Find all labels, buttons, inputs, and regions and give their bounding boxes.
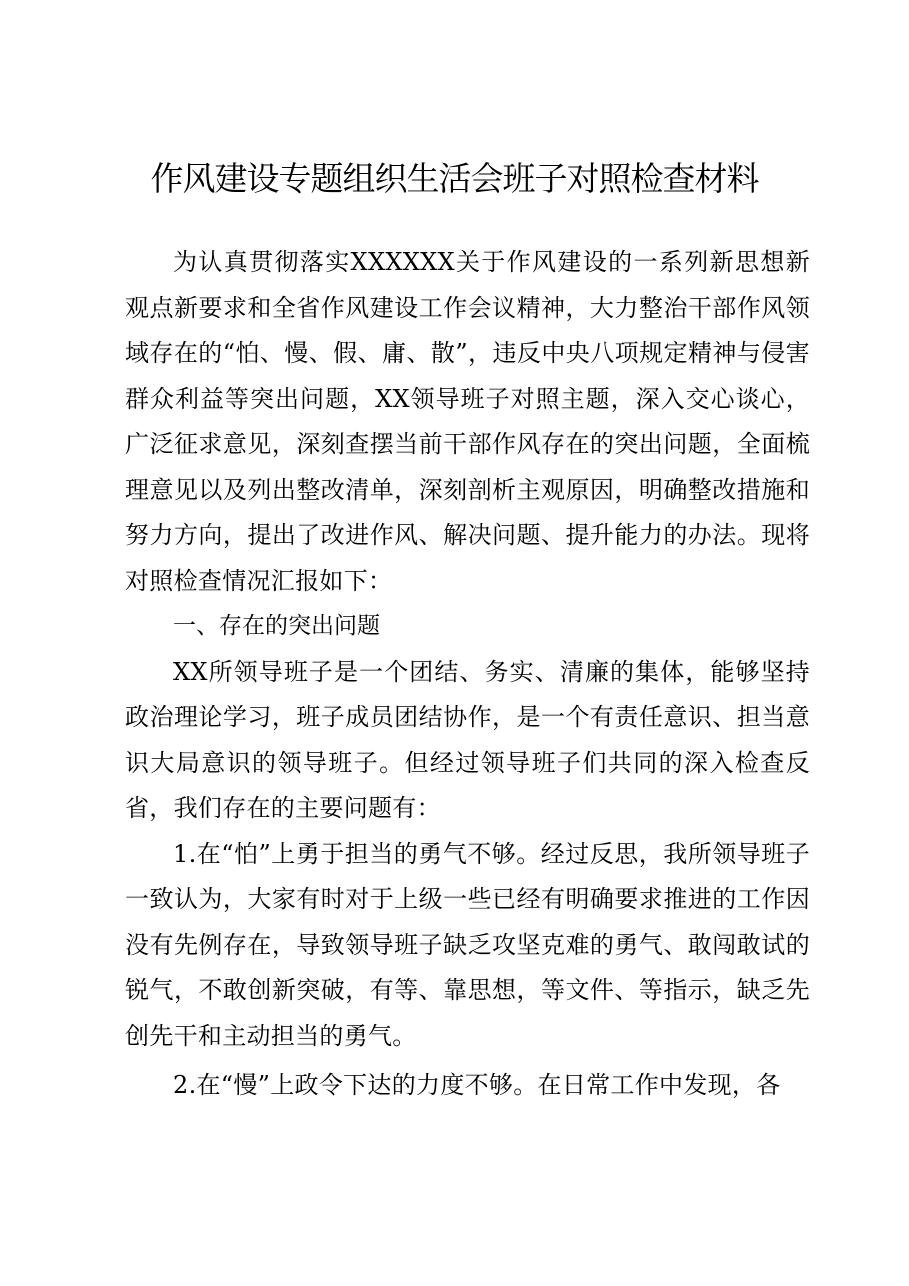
document-body bbox=[125, 240, 810, 1109]
problem-item-1: 1.在“怕”上勇于担当的勇气不够。经过反思，我所领导班子一致认为，大家有时对于上级一些已经有明确要求推进的工作因没有先例存在，导致领导班子缺乏攻坚克难的勇气、敢闯敢试的锐气，不敢创新突破，有等、靠思想，等文件、等指示，缺乏先创先干和主动担当的勇气。 bbox=[125, 839, 810, 1050]
intro-paragraph: 为认真贯彻落实XXXXXX关于作风建设的一系列新思想新观点新要求和全省作风建设工作会议精神，大力整治干部作风领域存在的“怕、慢、假、庸、散”，违反中央八项规定精神与侵害群众利益等突出问题，XX领导班子对照主题，深入交心谈心，广泛征求意见，深刻查摆当前干部作风存在的突出问题，全面梳理意见以及列出整改清单，深刻剖析主观原因，明确整改措施和努力方向，提出了改进作风、解决问题、提升能力的办法。现将对照检查情况汇报如下： bbox=[125, 248, 810, 595]
section-intro-paragraph: XX所领导班子是一个团结、务实、清廉的集体，能够坚持政治理论学习，班子成员团结协作，是一个有责任意识、担当意识大局意识的领导班子。但经过领导班子们共同的深入检查反省，我们存在的主要问题有： bbox=[125, 657, 810, 822]
section-heading-problems: 一、存在的突出问题 bbox=[173, 613, 380, 639]
document-title: 作风建设专题组织生活会班子对照检查材料 bbox=[150, 159, 759, 198]
problem-item-2: 2.在“慢”上政令下达的力度不够。在日常工作中发现，各 bbox=[173, 1071, 781, 1099]
